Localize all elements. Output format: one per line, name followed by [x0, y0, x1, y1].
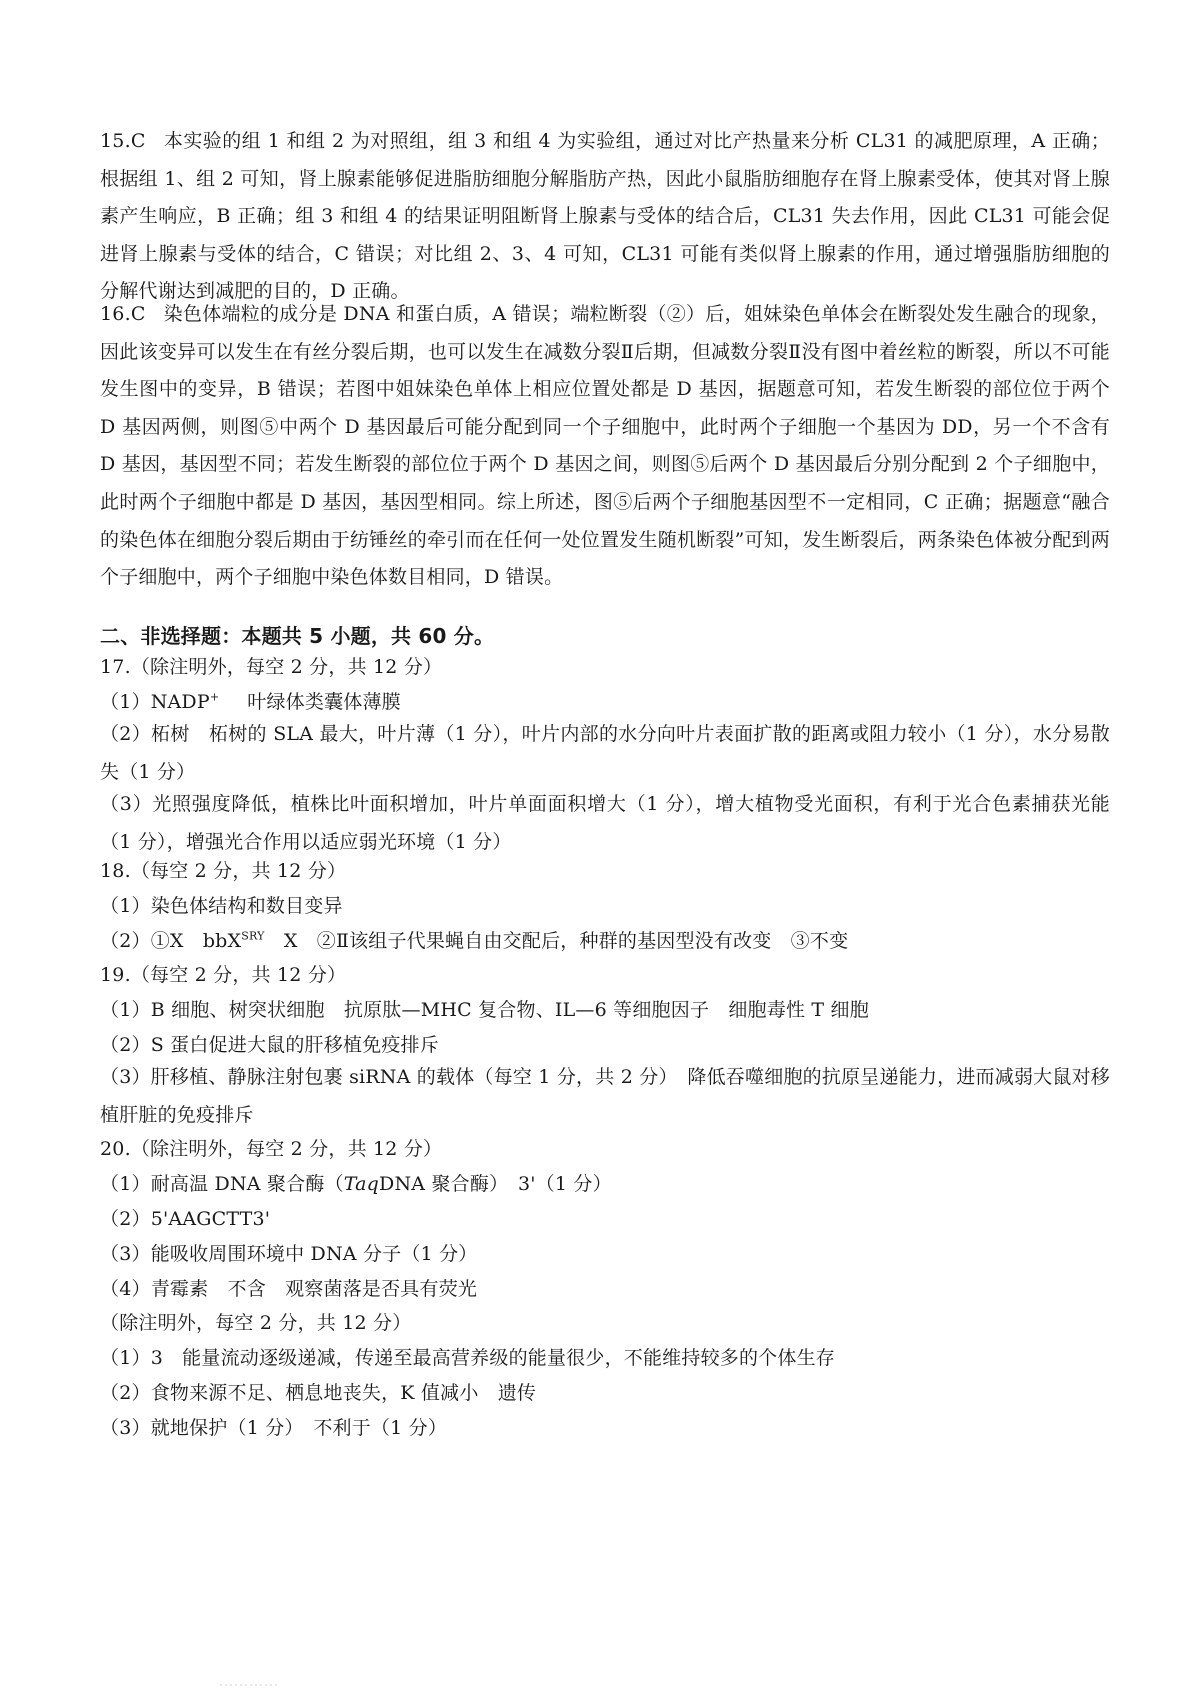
q21-heading: （除注明外，每空 2 分，共 12 分） — [100, 1312, 412, 1334]
q17-heading: 17.（除注明外，每空 2 分，共 12 分） — [100, 656, 443, 678]
q18-answer-2-sup: SRY — [241, 929, 265, 943]
section-heading: 二、非选择题：本题共 5 小题，共 60 分。 — [100, 624, 495, 648]
q20-answer-1-text: （1）耐高温 DNA 聚合酶（ — [100, 1173, 344, 1195]
q19-answer-3: （3）肝移植、静脉注射包裹 siRNA 的载体（每空 1 分，共 2 分） 降低吞噬细胞的抗原呈递能力，进而减弱大鼠对移植肝脏的免疫排斥 — [100, 1066, 1110, 1126]
q21-answer-1: （1）3 能量流动逐级递减，传递至最高营养级的能量很少，不能维持较多的个体生存 — [100, 1347, 835, 1369]
q17-answer-1 — [100, 687, 1110, 717]
q20-answer-3: （3）能吸收周围环境中 DNA 分子（1 分） — [100, 1243, 478, 1265]
q20-answer-4: （4）青霉素 不含 观察菌落是否具有荧光 — [100, 1278, 478, 1300]
q19-answer-1: （1）B 细胞、树突状细胞 抗原肽—MHC 复合物、IL—6 等细胞因子 细胞毒性 T 细胞 — [100, 999, 869, 1021]
q18-heading: 18.（每空 2 分，共 12 分） — [100, 860, 347, 882]
q18-answer-2 — [100, 926, 1110, 956]
q21-answer-2: （2）食物来源不足、栖息地丧失，K 值减小 遗传 — [100, 1382, 537, 1404]
q19-answer-2: （2）S 蛋白促进大鼠的肝移植免疫排斥 — [100, 1034, 439, 1056]
q15-number: 15.C — [100, 130, 146, 152]
footer-mark — [220, 1684, 280, 1686]
q17-answer-1-rest: 叶绿体类囊体薄膜 — [247, 691, 401, 713]
q20-answer-1-italic: Taq — [343, 1173, 380, 1195]
q17-answer-3: （3）光照强度降低，植株比叶面积增加，叶片单面面积增大（1 分），增大植物受光面积，有利于光合色素捕获光能（1 分），增强光合作用以适应弱光环境（1 分） — [100, 793, 1110, 853]
q20-answer-2: （2）5'AAGCTT3' — [100, 1208, 271, 1230]
q15-explanation: 本实验的组 1 和组 2 为对照组，组 3 和组 4 为实验组，通过对比产热量来分析 CL31 的减肥原理，A 正确；根据组 1、组 2 可知，肾上腺素能够促进脂肪细胞分解脂肪产热，因此小鼠脂肪细胞存在肾上腺素受体，使其对肾上腺素产生响应，B 正确；组 3 和组 4 的结果证明阻断肾上腺素与受体的结合后，CL31 失去作用，因此 CL31 可能会促进肾上腺素与受体的结合，C 错误；对比组 2、3、4 可知，CL31 可能有类似肾上腺素的作用，通过增强脂肪细胞的分解代谢达到减肥的目的，D 正确。 — [100, 130, 1110, 303]
q16-explanation: 染色体端粒的成分是 DNA 和蛋白质，A 错误；端粒断裂（②）后，姐妹染色单体会在断裂处发生融合的现象，因此该变异可以发生在有丝分裂后期，也可以发生在减数分裂Ⅱ后期，但减数分裂Ⅱ没有图中着丝粒的断裂，所以不可能发生图中的变异，B 错误；若图中姐妹染色单体上相应位置处都是 D 基因，据题意可知，若发生断裂的部位位于两个 D 基因两侧，则图⑤中两个 D 基因最后可能分配到同一个子细胞中，此时两个子细胞一个基因为 DD，另一个不含有 D 基因，基因型不同；若发生断裂的部位位于两个 D 基因之间，则图⑤后两个 D 基因最后分别分配到 2 个子细胞中，此时两个子细胞中都是 D 基因，基因型相同。综上所述，图⑤后两个子细胞基因型不一定相同，C 正确；据题意“融合的染色体在细胞分裂后期由于纺锤丝的牵引而在任何一处位置发生随机断裂”可知，发生断裂后，两条染色体被分配到两个子细胞中，两个子细胞中染色体数目相同，D 错误。 — [100, 303, 1110, 589]
q21-answer-3: （3）就地保护（1 分） 不利于（1 分） — [100, 1417, 448, 1439]
q20-heading: 20.（除注明外，每空 2 分，共 12 分） — [100, 1138, 443, 1160]
q18-answer-2-text: （2）①X bbX — [100, 930, 242, 952]
q17-answer-1-sup: + — [209, 690, 220, 704]
q17-answer-2: （2）柘树 柘树的 SLA 最大，叶片薄（1 分），叶片内部的水分向叶片表面扩散的距离或阻力较小（1 分），水分易散失（1 分） — [100, 723, 1110, 783]
q16-number: 16.C — [100, 303, 146, 325]
q20-answer-1 — [100, 1169, 1110, 1199]
q16-paragraph — [100, 296, 1110, 597]
q19-heading: 19.（每空 2 分，共 12 分） — [100, 964, 347, 986]
q20-answer-1-rest: DNA 聚合酶） 3'（1 分） — [379, 1173, 612, 1195]
q18-answer-2-rest: X ②Ⅱ该组子代果蝇自由交配后，种群的基因型没有改变 ③不变 — [264, 930, 849, 952]
q18-answer-1: （1）染色体结构和数目变异 — [100, 895, 343, 917]
q17-answer-1-text: （1）NADP — [100, 691, 210, 713]
q15-paragraph — [100, 123, 1110, 311]
